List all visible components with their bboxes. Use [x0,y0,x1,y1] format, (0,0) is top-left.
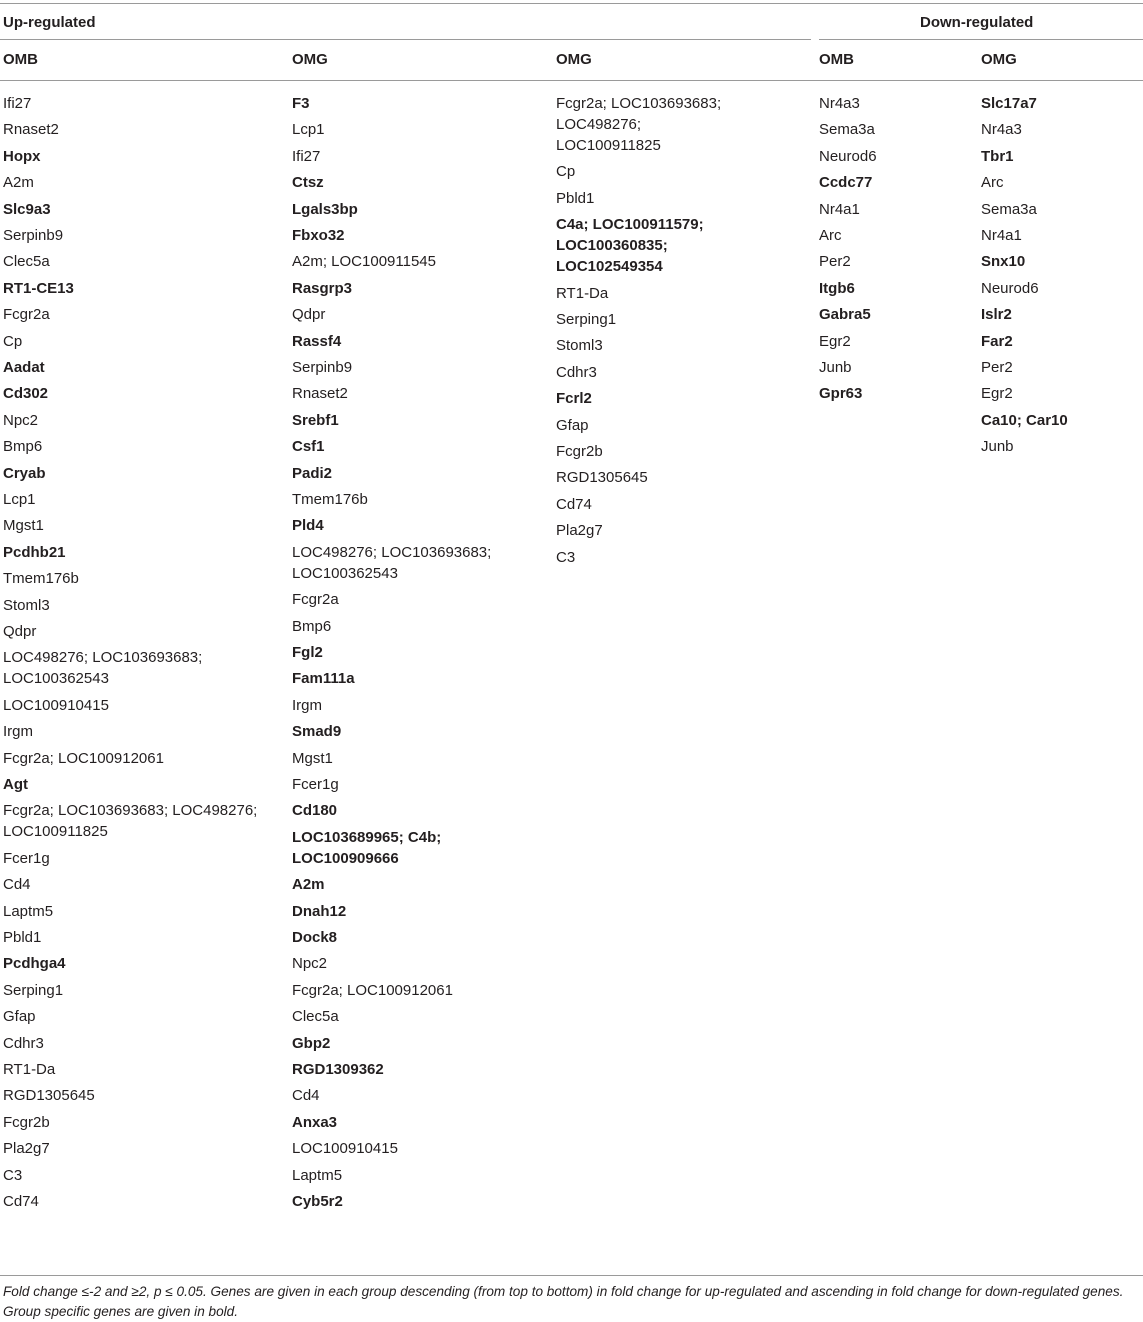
col-header-down-omb: OMB [819,51,854,68]
up-group-rule [0,39,811,40]
gene-cell: Ccdc77 [819,174,873,192]
gene-cell: Aadat [3,359,45,376]
gene-cell: Itgb6 [819,279,855,297]
gene-cell: Pla2g7 [556,522,603,540]
gene-cell: RT1-Da [3,1061,56,1078]
gene-cell: Mgst1 [292,749,333,767]
gene-cell: RGD1309362 [292,1061,384,1078]
gene-cell: Snx10 [981,253,1026,271]
gene-cell: LOC100909666 [292,849,399,867]
gene-cell: Fcgr2b [556,443,603,460]
gene-cell: Cd180 [292,802,338,820]
gene-cell: Ifi27 [3,95,32,112]
gene-cell: A2m [292,876,325,894]
gene-cell: Hopx [3,147,41,165]
gene-cell: Gfap [3,1008,36,1026]
up-regulated-header: Up-regulated [3,14,96,31]
gene-cell: Bmp6 [292,617,332,635]
gene-cell: Gabra5 [819,306,871,324]
col-header-up-omb: OMB [3,51,38,68]
table-footnote: Fold change ≤-2 and ≥2, p ≤ 0.05. Genes are given in each group descending (from top to bottom) in fold change for up-regulated and ascending in fold change for down-regulated genes. Group specific genes are given in bold. [3,1284,1124,1319]
gene-cell: Per2 [819,253,851,271]
gene-cell: Nr4a1 [981,227,1022,244]
gene-cell: Nr4a3 [819,95,860,112]
col-header-up-omg-2: OMG [556,51,592,68]
gene-cell: C3 [3,1166,23,1184]
gene-cell: Padi2 [292,464,333,482]
gene-cell: Laptm5 [292,1166,343,1184]
gene-cell: Neurod6 [981,279,1039,297]
gene-cell: Junb [819,359,852,376]
gene-cell: Bmp6 [3,438,43,456]
gene-cell: LOC498276; LOC103693683; [3,649,203,667]
gene-cell: LOC100911825 [3,823,108,841]
gene-cell: Gfap [556,416,589,434]
gene-cell: Serping1 [3,981,64,999]
gene-cell: Fcgr2b [3,1113,50,1131]
gene-cell: Ctsz [292,174,324,192]
gene-cell: Serpinb9 [292,359,353,376]
table-bottom-rule [0,1275,1143,1276]
gene-cell: Arc [981,174,1004,192]
gene-cell: Pcdhga4 [3,955,66,973]
gene-cell: C3 [556,548,576,566]
gene-cell: Stoml3 [3,596,50,614]
gene-cell: LOC100360835; [556,237,668,255]
gene-cell: Cd74 [556,495,592,513]
gene-cell: Pbld1 [3,929,42,946]
gene-cell: Nr4a3 [981,121,1022,139]
gene-cell: F3 [292,95,310,112]
gene-cell: Per2 [981,359,1013,376]
gene-cell: Gbp2 [292,1034,331,1052]
gene-cell: Gpr63 [819,385,863,403]
header-bottom-rule [0,80,1143,81]
col-header-up-omg: OMG [292,51,328,68]
gene-cell: Fcgr2a; LOC103693683; [556,95,722,112]
gene-cell: Mgst1 [3,517,44,535]
gene-cell: Irgm [292,696,322,714]
gene-cell: Fcgr2a; LOC100912061 [3,749,164,767]
gene-cell: Dnah12 [292,902,347,920]
gene-cell: Fcer1g [3,849,50,867]
gene-cell: Stoml3 [556,337,603,355]
gene-cell: Smad9 [292,723,342,741]
gene-cell: Npc2 [292,955,328,973]
gene-cell: Clec5a [292,1008,339,1026]
gene-cell: Cdhr3 [3,1034,44,1052]
gene-cell: Pla2g7 [3,1140,50,1158]
gene-cell: Rnaset2 [292,385,348,403]
gene-cell: Egr2 [981,385,1013,403]
gene-cell: Cd74 [3,1193,39,1210]
col-header-down-omg: OMG [981,51,1017,68]
gene-cell: Egr2 [819,332,851,350]
gene-cell: Fcgr2a [3,306,50,324]
gene-cell: LOC498276; LOC103693683; [292,543,492,561]
gene-cell: Lcp1 [3,491,36,508]
gene-cell: Fgl2 [292,644,323,661]
gene-cell: Fcer1g [292,776,339,793]
gene-cell: Fcgr2a; LOC103693683; LOC498276; [3,802,258,820]
gene-cell: Fcgr2a [292,591,339,609]
down-regulated-header: Down-regulated [920,14,1034,31]
gene-cell: Cp [556,163,576,181]
down-group-rule [819,39,1143,40]
gene-cell: Far2 [981,332,1013,350]
gene-cell: Nr4a1 [819,200,860,218]
gene-cell: Cd302 [3,385,49,403]
gene-cell: Fam111a [292,670,355,688]
gene-cell: Cd4 [292,1087,320,1105]
gene-cell: Serpinb9 [3,227,64,244]
gene-cell: Serping1 [556,311,617,328]
gene-cell: Npc2 [3,411,39,429]
gene-cell: Pcdhb21 [3,543,66,561]
gene-cell: Ifi27 [292,147,321,165]
gene-cell: A2m [3,174,34,192]
gene-cell: RT1-Da [556,284,609,302]
gene-cell: A2m; LOC100911545 [292,253,436,271]
gene-cell: Cd4 [3,876,31,894]
table-top-rule [0,3,1143,4]
gene-cell: Tmem176b [3,570,79,588]
gene-cell: Sema3a [981,200,1037,218]
gene-cell: Agt [3,776,28,793]
gene-cell: Islr2 [981,306,1012,324]
gene-cell: Anxa3 [292,1113,338,1131]
gene-cell: Tmem176b [292,491,368,508]
gene-cell: RGD1305645 [556,469,648,487]
gene-cell: Csf1 [292,438,325,456]
gene-cell: RGD1305645 [3,1087,95,1105]
gene-cell: Pld4 [292,517,324,535]
gene-cell: Lgals3bp [292,200,358,218]
gene-cell: LOC100910415 [292,1140,398,1158]
gene-cell: Neurod6 [819,147,877,165]
gene-cell: LOC100362543 [292,564,398,582]
gene-cell: Cryab [3,464,46,482]
gene-cell: Arc [819,227,842,244]
gene-cell: LOC102549354 [556,258,663,276]
gene-cell: LOC498276; [556,116,642,133]
gene-cell: LOC100911825 [556,137,661,154]
gene-cell: Rnaset2 [3,121,59,139]
gene-cell: Dock8 [292,929,338,946]
gene-cell: Fcgr2a; LOC100912061 [292,981,453,999]
gene-cell: Slc9a3 [3,200,51,218]
gene-cell: Rassf4 [292,332,342,350]
gene-cell: LOC103689965; C4b; [292,828,442,846]
gene-cell: Srebf1 [292,411,339,429]
gene-cell: Fbxo32 [292,227,345,244]
gene-cell: Qdpr [3,623,37,640]
gene-cell: LOC100910415 [3,696,109,714]
gene-cell: Qdpr [292,306,326,324]
gene-cell: Laptm5 [3,902,54,920]
gene-cell: Rasgrp3 [292,279,353,297]
gene-cell: Tbr1 [981,147,1014,165]
gene-cell: Slc17a7 [981,95,1037,112]
gene-cell: Cp [3,332,23,350]
gene-cell: Ca10; Car10 [981,411,1068,429]
gene-cell: Sema3a [819,121,875,139]
gene-cell: Junb [981,438,1014,456]
gene-cell: Fcrl2 [556,390,592,408]
gene-cell: Irgm [3,723,33,741]
gene-cell: Lcp1 [292,121,325,139]
gene-cell: Pbld1 [556,189,595,207]
gene-cell: RT1-CE13 [3,279,74,297]
gene-cell: Cdhr3 [556,363,597,381]
gene-cell: C4a; LOC100911579; [556,216,704,234]
gene-cell: Cyb5r2 [292,1193,343,1210]
gene-cell: LOC100362543 [3,670,109,688]
gene-cell: Clec5a [3,253,50,271]
